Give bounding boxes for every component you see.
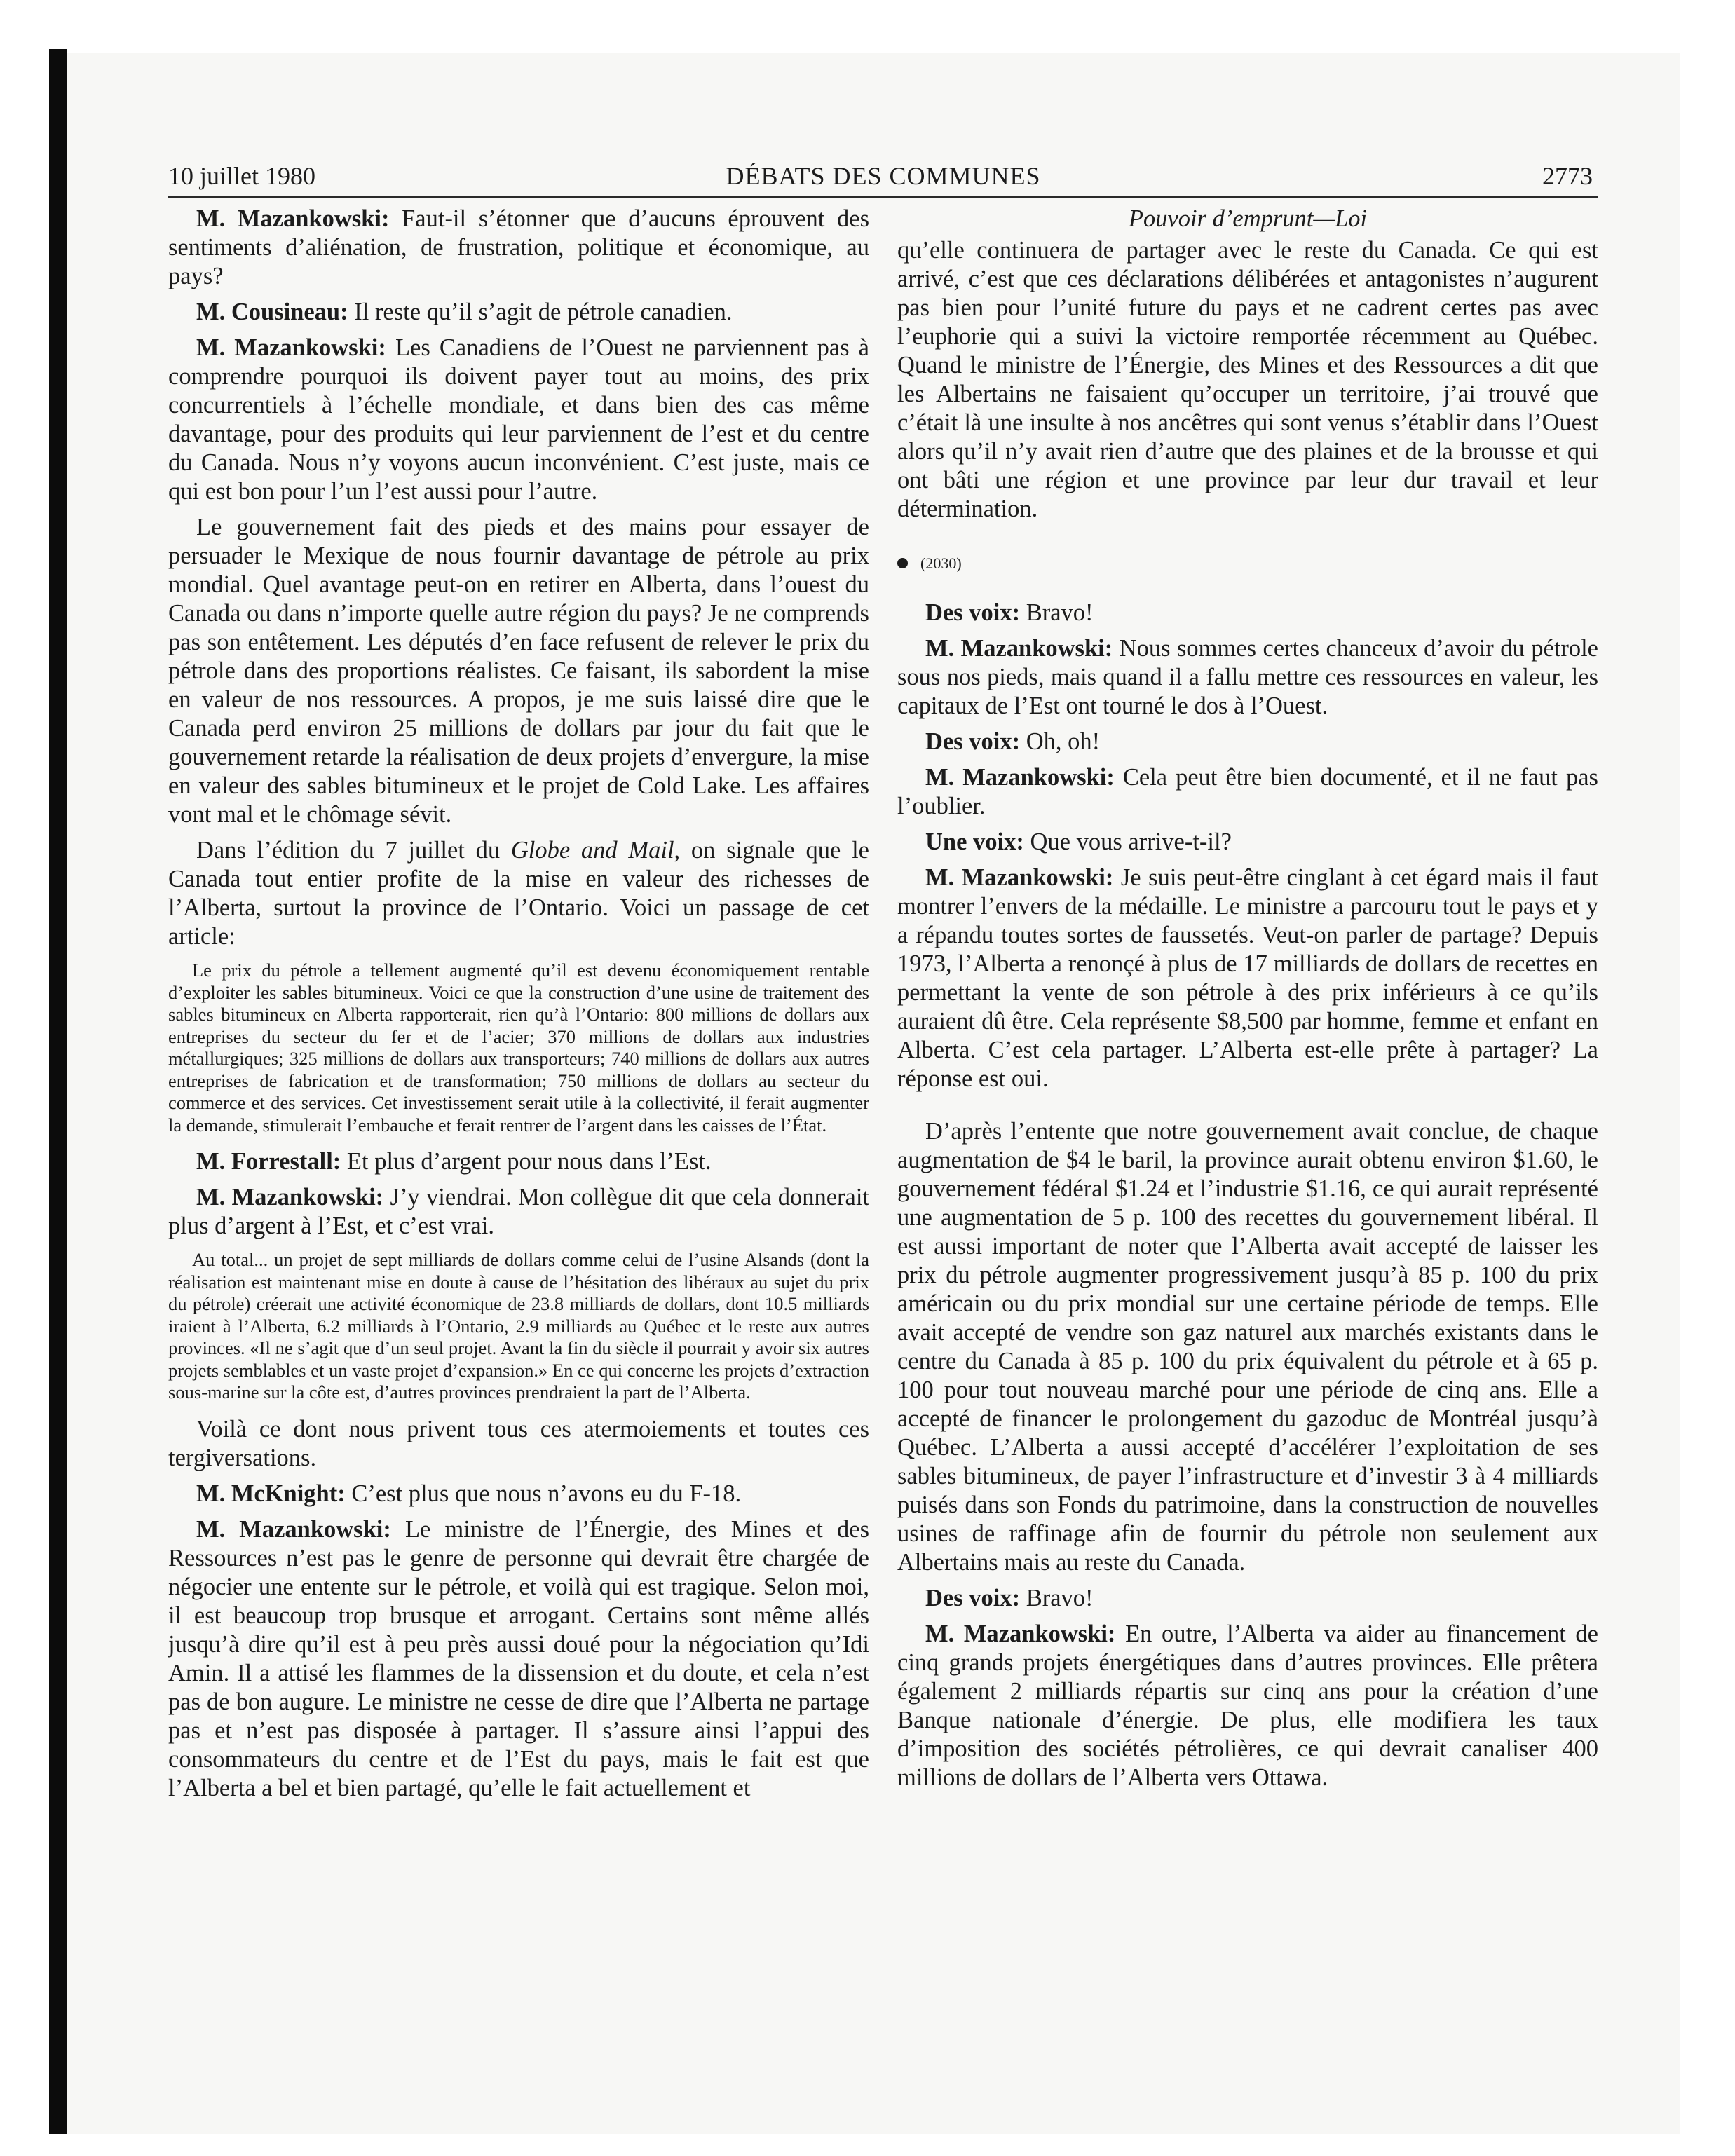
paragraph xyxy=(897,634,1598,721)
speech-text: En outre, l’Alberta va aider au financement de cinq grands projets énergétiques dans d’autres provinces. Elle prêtera également 2 milliards répartis sur cinq ans pour la création d’une Banque nationale d’énergie. De plus, elle modifiera les taux d’imposition des sociétés pétrolières, ce qui devrait canaliser 400 millions de dollars de l’Alberta vers Ottawa. xyxy=(897,1621,1598,1791)
speaker-name: M. Mazankowski: xyxy=(925,864,1114,891)
running-head: Pouvoir d’emprunt—Loi xyxy=(1128,205,1368,232)
speech-text: Nous sommes certes chanceux d’avoir du pétrole sous nos pieds, mais quand il a fallu mettre ces ressources en valeur, les capitaux de l’Est ont tourné le dos à l’Ouest. xyxy=(897,635,1598,719)
header-title: DÉBATS DES COMMUNES xyxy=(726,162,1041,190)
speech-text: Faut-il s’étonner que d’aucuns éprouvent des sentiments d’aliénation, de frustration, politique et économique, au pays? xyxy=(168,205,870,289)
speech-text: Les Canadiens de l’Ouest ne parviennent pas à comprendre pourquoi ils doivent payer tout au moins, des prix concurrentiels à l’échelle mondiale, et dans bien des cas même davantage, pour des produits qui leur parviennent de l’est et du centre du Canada. Nous n’y voyons aucun inconvénient. C’est juste, mais ce qui est bon pour l’un l’est aussi pour l’autre. xyxy=(168,334,869,505)
paragraph: Le gouvernement fait des pieds et des mains pour essayer de persuader le Mexique de nous fournir davantage de pétrole au prix mondial. Quel avantage peut-on en retirer en Alberta, dans l’ouest du Canada ou dans n’importe quelle autre région du pays? Je ne comprends pas son entêtement. Les députés d’en face refusent de relever le prix du pétrole dans des proportions réalistes. Ce faisant, ils sabordent la mise en valeur de nos ressources. A propos, je me suis laissé dire que le Canada perd environ 25 millions de dollars par jour du fait que le gouvernement retarde la réalisation de deux projets d’envergure, la mise en valeur des sables bitumineux et le projet de Cold Lake. Les affaires vont mal et le chômage sévit. xyxy=(168,514,869,828)
quote-text: Le prix du pétrole a tellement augmenté qu’il est devenu économiquement rentable d’exploiter les sables bitumineux. Voici ce que la construction d’une usine de traitement des sables bitumineux en Alberta rapporterait, rien qu’à l’Ontario: 800 millions de dollars aux entreprises du secteur du fer et de l’acier; 370 millions de dollars aux industries métallurgiques; 325 millions de dollars aux transporteurs; 740 millions de dollars aux autres entreprises de fabrication et de transformation; 750 millions de dollars au secteur du commerce et des services. Cet investissement serait utile à la collectivité, il ferait augmenter la demande, stimulerait l’embauche et ferait rentrer de l’argent dans les caisses de l’État. xyxy=(168,960,869,1135)
speech-text: Dans l’édition du 7 juillet du xyxy=(196,837,511,864)
speaker-name: M. Mazankowski: xyxy=(925,635,1113,662)
paragraph xyxy=(168,836,869,951)
speaker-name: M. McKnight: xyxy=(196,1480,346,1507)
speaker-name: M. Forrestall: xyxy=(196,1148,341,1175)
time-stamp: (2030) xyxy=(920,554,962,572)
time-marker xyxy=(897,549,1598,578)
spacer xyxy=(897,1100,1598,1117)
paragraph xyxy=(897,763,1598,821)
paragraph xyxy=(168,1147,869,1176)
quote-text: Au total... un projet de sept milliards de dollars comme celui de l’usine Alsands (dont la réalisation est maintenant mise en doute à cause de l’hésitation des libéraux au sujet du prix du pétrole) créerait une activité économique de 23.8 milliards de dollars, dont 10.5 milliards iraient à l’Alberta, 6.2 milliards à l’Ontario, 2.9 milliards au Québec et le reste aux autres provinces. «Il ne s’agit que d’un seul projet. Avant la fin du siècle il pourrait y avoir six autres projets semblables et un vaste projet d’expansion.» En ce qui concerne les projets d’extraction sous-marine sur la côte est, d’autres provinces prendraient la part de l’Alberta. xyxy=(168,1249,869,1403)
paragraph: qu’elle continuera de partager avec le reste du Canada. Ce qui est arrivé, c’est que ces déclarations délibérées et antagonistes n’augurent pas bien pour l’unité future du pays et ne cadrent certes pas avec l’euphorie qui a suivi la victoire remportée récemment au Québec. Quand le ministre de l’Énergie, des Mines et des Ressources a dit que les Albertains ne faisaient qu’occuper un territoire, j’ai trouvé que c’était là une insulte à nos ancêtres qui sont venus s’établir dans l’Ouest alors qu’il n’y avait rien d’autre que des plaines et de la brousse et qui ont bâti une région et une province par leur dur travail et leur détermination. xyxy=(897,237,1598,522)
speech-text: Que vous arrive-t-il? xyxy=(1023,828,1232,855)
speaker-name: M. Mazankowski: xyxy=(925,764,1115,791)
speaker-name: M. Cousineau: xyxy=(196,299,348,325)
speaker-name: M. Mazankowski: xyxy=(196,1515,391,1543)
paragraph xyxy=(168,1515,869,1803)
speaker-name: Des voix: xyxy=(925,1585,1021,1611)
paragraph xyxy=(897,728,1598,756)
speaker-name: Des voix: xyxy=(925,728,1021,755)
page-header xyxy=(168,160,1598,198)
paragraph xyxy=(168,205,869,291)
speech-text: Il reste qu’il s’agit de pétrole canadien. xyxy=(348,299,733,325)
scan-edge-shadow xyxy=(49,49,67,2134)
speech-text: C’est plus que nous n’avons eu du F-18. xyxy=(345,1480,742,1507)
speaker-name: M. Mazankowski: xyxy=(196,334,386,361)
newspaper-title: Globe and Mail xyxy=(510,837,674,864)
right-column xyxy=(897,205,1598,1799)
bullet-dot-icon xyxy=(897,558,908,568)
speaker-name: Des voix: xyxy=(925,599,1021,626)
paragraph xyxy=(168,1480,869,1508)
page-number: 2773 xyxy=(1542,162,1593,190)
paragraph xyxy=(897,599,1598,627)
paragraph xyxy=(897,828,1598,857)
speaker-name: M. Mazankowski: xyxy=(196,205,390,232)
paragraph xyxy=(168,298,869,327)
paragraph xyxy=(897,864,1598,1093)
speech-text: Bravo! xyxy=(1020,599,1094,626)
block-quote xyxy=(168,960,869,1136)
speaker-name: M. Mazankowski: xyxy=(196,1184,384,1210)
speaker-name: Une voix: xyxy=(925,828,1024,855)
paragraph xyxy=(897,1620,1598,1792)
paragraph xyxy=(168,1183,869,1241)
paragraph: Voilà ce dont nous privent tous ces atermoiements et toutes ces tergiversations. xyxy=(168,1415,869,1471)
speech-text: , on signale que le Canada tout entier profite de la mise en valeur des richesses de l’Alberta, surtout la province de l’Ontario. Voici un passage de cet article: xyxy=(168,837,869,950)
speech-text: Et plus d’argent pour nous dans l’Est. xyxy=(341,1148,712,1175)
speaker-name: M. Mazankowski: xyxy=(925,1621,1116,1647)
speech-text: Cela peut être bien documenté, et il ne faut pas l’oublier. xyxy=(897,764,1598,819)
paragraph: D’après l’entente que notre gouvernement avait conclue, de chaque augmentation de $4 le baril, la province aurait obtenu environ $1.60, le gouvernement fédéral $1.24 et l’industrie $1.16, ce qui aurait représenté une augmentation de 5 p. 100 des recettes du gouvernement libéral. Il est aussi important de noter que l’Alberta avait accepté de laisser les prix du pétrole augmenter progressivement jusqu’à 85 p. 100 du prix américain ou du prix mondial sur une certaine période de temps. Elle avait accepté de vendre son gaz naturel aux marchés existants dans le centre du Canada à 85 p. 100 du prix équivalent du pétrole et à 65 p. 100 pour tout nouveau marché pour une période de cinq ans. Elle a accepté de financer le prolongement du gazoduc de Montréal jusqu’à Québec. L’Alberta a aussi accepté d’accélérer l’exploitation de ses sables bitumineux, de payer l’infrastructure et d’investir 3 à 4 milliards puisés dans son Fonds du patrimoine, dans la construction de nouvelles usines de raffinage afin de fournir du pétrole non seulement aux Albertains mais au reste du Canada. xyxy=(897,1118,1598,1576)
speech-text: J’y viendrai. Mon collègue dit que cela donnerait plus d’argent à l’Est, et c’est vrai. xyxy=(168,1184,869,1239)
paragraph xyxy=(168,334,869,506)
left-column xyxy=(168,205,869,1810)
block-quote xyxy=(168,1249,869,1404)
header-date: 10 juillet 1980 xyxy=(168,162,315,190)
paragraph xyxy=(897,1584,1598,1613)
speech-text: Le ministre de l’Énergie, des Mines et des Ressources n’est pas le genre de personne qui devrait être chargée de négocier une entente sur le pétrole, et voilà qui est tragique. Selon moi, il est beaucoup trop brusque et arrogant. Certains sont même allés jusqu’à dire qu’il est à peu près aussi doué pour la négociation qu’Idi Amin. Il a attisé les flammes de la dissension et du doute, et cela n’est pas de bon augure. Le ministre ne cesse de dire que l’Alberta ne partage pas et n’est pas disposée à partager. Il s’assure ainsi l’appui des consommateurs du centre et de l’Est du pays, mais le fait est que l’Alberta a bel et bien partagé, qu’elle le fait actuellement et xyxy=(168,1515,869,1801)
speech-text: Je suis peut-être cinglant à cet égard mais il faut montrer l’envers de la médaille. Le ministre a parcouru tout le pays et y a répandu toutes sortes de faussetés. Veut-on parler de partage? Depuis 1973, l’Alberta a renonçé à plus de 17 milliards de dollars de recettes en permettant la vente de son pétrole à des prix inférieurs à ce qu’ils auraient dû être. Cela représente $8,500 par homme, femme et enfant en Alberta. C’est cela partager. L’Alberta est-elle prête à partager? La réponse est oui. xyxy=(897,864,1599,1092)
speech-text: Bravo! xyxy=(1020,1585,1094,1611)
speech-text: Oh, oh! xyxy=(1020,728,1101,755)
